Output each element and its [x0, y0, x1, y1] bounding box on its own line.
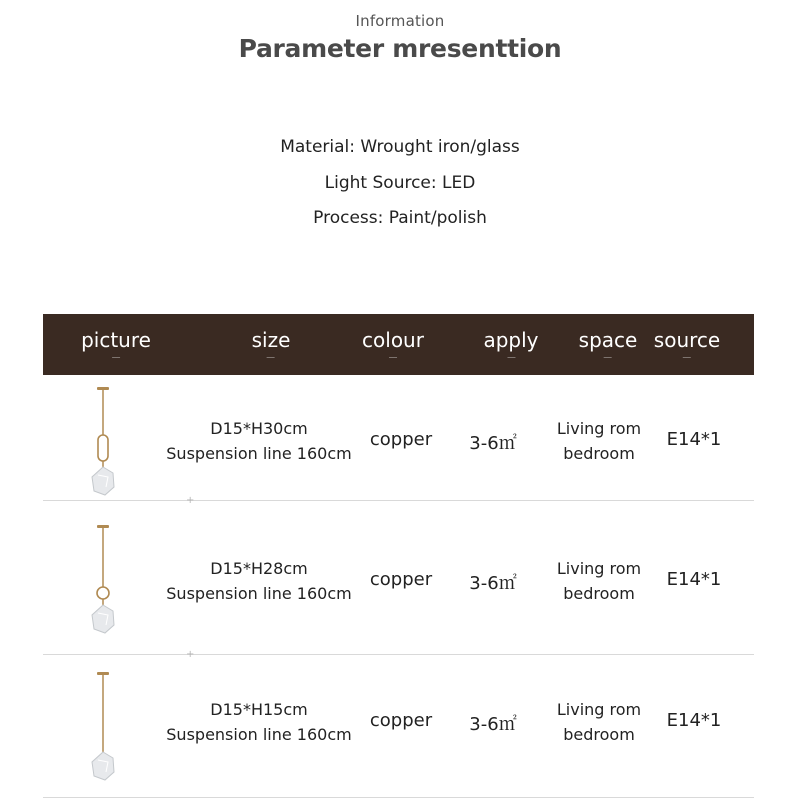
pendant-lamp-image — [78, 525, 128, 645]
source-cell: E14*1 — [666, 569, 722, 590]
plus-mark-icon: + — [186, 495, 195, 506]
spec-material: Material: Wrought iron/glass — [280, 137, 520, 157]
apply-cell: 3-6㎡ — [469, 433, 517, 454]
table-row — [0, 375, 800, 515]
column-header-source: source — [653, 328, 721, 352]
column-header-size: size — [251, 328, 291, 352]
spec-light-source: Light Source: LED — [324, 172, 476, 193]
size-cell: D15*H15cm Suspension line 160cm — [166, 700, 352, 744]
table-header — [43, 314, 754, 375]
spec-process: Process: Paint/polish — [313, 208, 487, 228]
table-row — [0, 656, 800, 796]
page-title: Parameter mresenttion — [238, 34, 562, 63]
apply-cell: 3-6㎡ — [469, 714, 517, 735]
spec-list — [0, 136, 800, 243]
section-kicker: Information — [355, 12, 445, 30]
colour-cell: copper — [369, 710, 433, 731]
pendant-lamp-image — [78, 387, 128, 507]
apply-cell: 3-6㎡ — [469, 573, 517, 594]
column-header-picture: picture — [81, 328, 151, 352]
column-header-apply: apply — [483, 328, 539, 352]
row-divider — [43, 500, 754, 501]
source-cell: E14*1 — [666, 429, 722, 450]
column-header-space: space — [578, 328, 638, 352]
space-cell: Living rom bedroom — [556, 559, 642, 603]
row-divider — [43, 654, 754, 655]
column-header-colour: colour — [362, 328, 424, 352]
colour-cell: copper — [369, 569, 433, 590]
size-cell: D15*H28cm Suspension line 160cm — [166, 559, 352, 603]
size-cell: D15*H30cm Suspension line 160cm — [166, 419, 352, 463]
plus-mark-icon: + — [186, 649, 195, 660]
space-cell: Living rom bedroom — [556, 419, 642, 463]
source-cell: E14*1 — [666, 710, 722, 731]
pendant-lamp-image — [78, 672, 128, 792]
table-row — [0, 515, 800, 655]
row-divider — [43, 797, 754, 798]
colour-cell: copper — [369, 429, 433, 450]
space-cell: Living rom bedroom — [556, 700, 642, 744]
